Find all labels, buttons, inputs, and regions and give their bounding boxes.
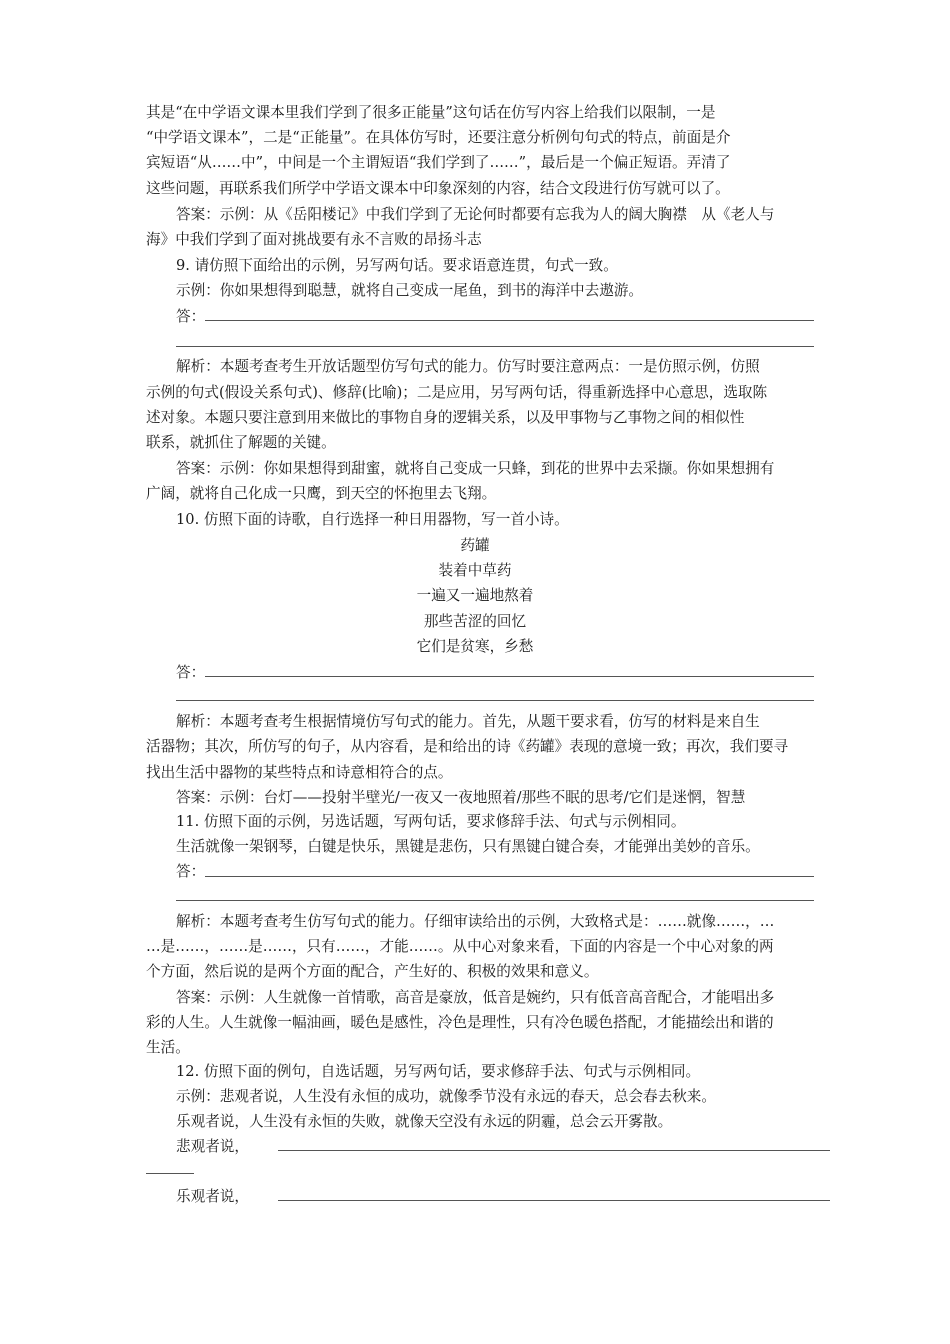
q11-answer-line-2[interactable] [176,900,814,901]
q9-answer-line-a: 答案：示例：你如果想得到甜蜜，就将自己变成一只蜂，到花的世界中去采撷。你如果想拥有 [176,460,775,477]
q9-analysis-line-4: 联系，就抓住了解题的关键。 [146,434,336,451]
q12-pessimist-label: 悲观者说， [176,1138,249,1155]
q11-answer-label: 答： [176,863,206,880]
q10-poem-line-2: 一遍又一遍地熬着 [416,587,534,604]
intro-line-3: 宾短语“从……中”，中间是一个主谓短语“我们学到了……”，最后是一个偏正短语。弄清了 [146,154,731,171]
q10-analysis-line-1: 解析：本题考查考生根据情境仿写句式的能力。首先，从题干要求看，仿写的材料是来自生 [176,713,760,730]
q9-analysis-line-3: 述对象。本题只要注意到用来做比的事物自身的逻辑关系，以及甲事物与乙事物之间的相似性 [146,409,745,426]
q11-example: 生活就像一架钢琴，白键是快乐，黑键是悲伤，只有黑键白键合奏，才能弹出美妙的音乐。 [176,838,760,855]
q11-answer-line-c: 生活。 [146,1039,190,1056]
q9-example: 示例：你如果想得到聪慧，就将自己变成一尾鱼，到书的海洋中去遨游。 [176,282,644,299]
q11-answer-line-1[interactable] [205,876,814,877]
q9-analysis-line-1: 解析：本题考查考生开放话题型仿写句式的能力。仿写时要注意两点：一是仿照示例，仿照 [176,358,760,375]
q9-answer-label: 答： [176,308,206,325]
q10-analysis-line-2: 活器物；其次，所仿写的句子，从内容看，是和给出的诗《药罐》表现的意境一致；再次，我们要寻 [146,738,789,755]
q9-answer-line-2[interactable] [176,346,814,347]
q10-answer-line-1[interactable] [205,676,814,677]
q10-poem-title: 药罐 [460,537,490,554]
q9-analysis-line-2: 示例的句式(假设关系句式)、修辞(比喻)；二是应用，另写两句话，得重新选择中心意思，选取陈 [146,384,768,401]
q11-answer-line-a: 答案：示例：人生就像一首情歌，高音是豪放，低音是婉约，只有低音高音配合，才能唱出多 [176,989,775,1006]
q10-answer: 答案：示例：台灯——投射半壁光/一夜又一夜地照着/那些不眠的思考/它们是迷惘，智慧 [176,789,746,806]
q11-analysis-line-2: …是……，……是……，只有……，才能……。从中心对象来看，下面的内容是一个中心对象的两 [146,938,774,955]
q11-question: 11. 仿照下面的示例，另选话题，写两句话，要求修辞手法、句式与示例相同。 [176,813,686,830]
q10-poem-line-4: 它们是贫寒，乡愁 [416,638,534,655]
q12-optimist-label: 乐观者说， [176,1188,249,1205]
q10-analysis-line-3: 找出生活中器物的某些特点和诗意相符合的点。 [146,764,453,781]
q12-question: 12. 仿照下面的例句，自选话题，另写两句话，要求修辞手法、句式与示例相同。 [176,1063,701,1080]
intro-answer-line-2: 海》中我们学到了面对挑战要有永不言败的昂扬斗志 [146,231,482,248]
q10-poem-line-1: 装着中草药 [438,562,512,579]
q11-answer-line-b: 彩的人生。人生就像一幅油画，暖色是感性，冷色是理性，只有冷色暖色搭配，才能描绘出和谐的 [146,1014,774,1031]
intro-line-1: 其是“在中学语文课本里我们学到了很多正能量”这句话在仿写内容上给我们以限制，一是 [146,104,716,121]
q10-answer-label: 答： [176,664,206,681]
q9-question: 9. 请仿照下面给出的示例，另写两句话。要求语意连贯，句式一致。 [176,257,618,274]
q12-pessimist-line-cont[interactable] [146,1173,194,1174]
intro-answer-line-1: 答案：示例：从《岳阳楼记》中我们学到了无论何时都要有忘我为人的阔大胸襟 从《老人与 [176,206,775,223]
intro-line-4: 这些问题，再联系我们所学中学语文课本中印象深刻的内容，结合文段进行仿写就可以了。 [146,180,730,197]
q12-example-1: 示例：悲观者说，人生没有永恒的成功，就像季节没有永远的春天，总会春去秋来。 [176,1088,716,1105]
q9-answer-line-b: 广阔，就将自己化成一只鹰，到天空的怀抱里去飞翔。 [146,485,497,502]
q9-answer-line-1[interactable] [205,320,814,321]
q11-analysis-line-1: 解析：本题考查考生仿写句式的能力。仔细审读给出的示例，大致格式是：……就像……，… [176,913,775,930]
q12-example-2: 乐观者说，人生没有永恒的失败，就像天空没有永远的阴霾，总会云开雾散。 [176,1113,673,1130]
q12-pessimist-line[interactable] [278,1150,830,1151]
q11-analysis-line-3: 个方面，然后说的是两个方面的配合，产生好的、积极的效果和意义。 [146,963,599,980]
intro-line-2: “中学语文课本”，二是“正能量”。在具体仿写时，还要注意分析例句句式的特点，前面是介 [146,129,731,146]
q12-optimist-line[interactable] [278,1200,830,1201]
q10-poem-line-3: 那些苦涩的回忆 [423,613,527,630]
q10-answer-line-2[interactable] [176,700,814,701]
q10-question: 10. 仿照下面的诗歌，自行选择一种日用器物，写一首小诗。 [176,511,569,528]
